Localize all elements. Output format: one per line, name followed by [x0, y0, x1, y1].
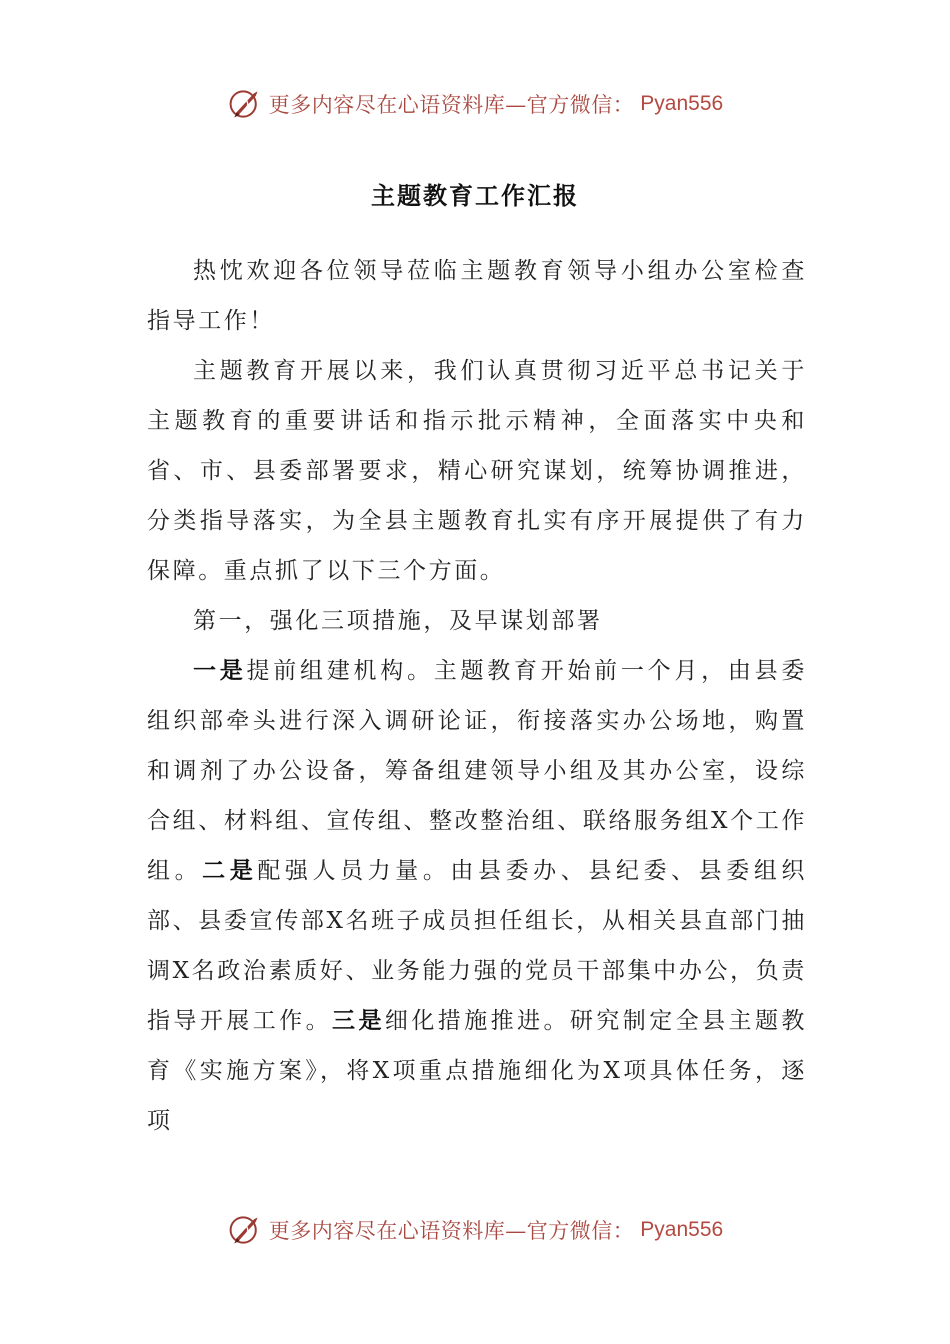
text-second: 配强人员力量。由县委办、县纪委、县委组织部、县委宣传部X名班子成员担任组长，从相关县直部门抽调X名政治素质好、业务能力强的党员干部集中办公，负责指导开展工作。	[147, 858, 808, 1034]
footer-watermark	[0, 1210, 950, 1250]
watermark-brand-text: 更多内容尽在心语资料库—官方微信：	[268, 93, 635, 117]
paragraph-welcome: 热忱欢迎各位领导莅临主题教育领导小组办公室检查指导工作！	[147, 258, 807, 334]
quill-pen-logo-icon	[227, 86, 263, 122]
quill-pen-logo-icon	[227, 1212, 263, 1248]
watermark-wechat-id: Pyan556	[640, 1218, 724, 1241]
lead-second: 二是	[202, 857, 258, 884]
watermark-wechat-id: Pyan556	[640, 92, 724, 115]
lead-first: 一是	[193, 657, 247, 684]
document-body	[147, 246, 807, 1146]
text-third: 细化措施推进。研究制定全县主题教育《实施方案》，将X项重点措施细化为X项具体任务，逐项	[147, 1008, 807, 1134]
paragraph-measures	[147, 646, 807, 1146]
watermark-brand-text: 更多内容尽在心语资料库—官方微信：	[268, 1219, 635, 1243]
section-heading: 第一，强化三项措施，及早谋划部署	[193, 608, 603, 634]
paragraph-overview: 主题教育开展以来，我们认真贯彻习近平总书记关于主题教育的重要讲话和指示批示精神，全面落实中央和省、市、县委部署要求，精心研究谋划，统筹协调推进，分类指导落实，为全县主题教育扎实有序开展提供了有力保障。重点抓了以下三个方面。	[147, 358, 807, 584]
header-watermark	[0, 84, 950, 124]
document-title: 主题教育工作汇报	[371, 181, 579, 210]
text-first: 提前组建机构。主题教育开始前一个月，由县委组织部牵头进行深入调研论证，衔接落实办公场地，购置和调剂了办公设备，筹备组建领导小组及其办公室，设综合组、材料组、宣传组、整改整治组、联络服务组X个工作组。	[147, 658, 807, 884]
lead-third: 三是	[332, 1007, 385, 1034]
